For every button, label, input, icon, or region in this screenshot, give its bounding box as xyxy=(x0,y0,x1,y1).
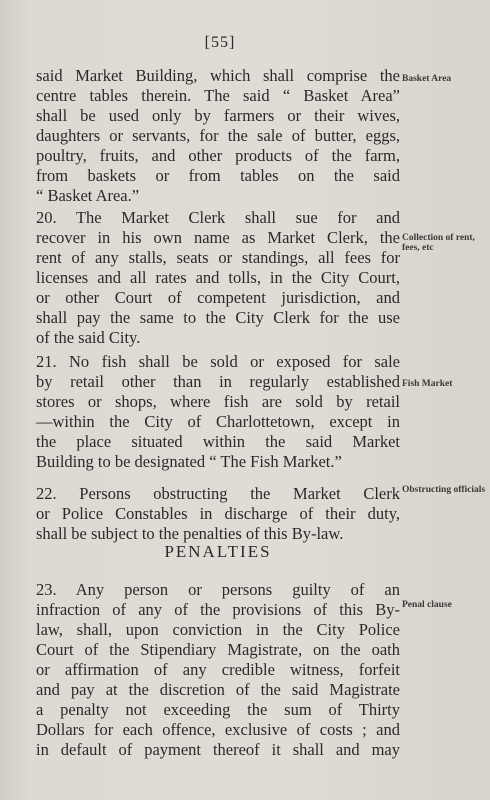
section-heading: PENALTIES xyxy=(164,542,272,561)
text-line: and pay at the discretion of the said Magistrate xyxy=(36,680,400,699)
text-line: from baskets or from tables on the said xyxy=(36,166,400,185)
text-line: poultry, fruits, and other products of the farm, xyxy=(36,146,400,165)
text-line: Building to be designated “ The Fish Market.” xyxy=(36,452,342,471)
text-line: in default of payment thereof it shall and may xyxy=(36,740,400,759)
paragraph-21 xyxy=(36,352,400,472)
text-line: 21. No fish shall be sold or exposed for sale xyxy=(36,352,400,371)
text-line: recover in his own name as Market Clerk, the xyxy=(36,228,400,247)
text-line: Dollars for each offence, exclusive of costs ; and xyxy=(36,720,400,739)
page-number: [55] xyxy=(204,34,236,51)
text-line: Court of the Stipendiary Magistrate, on the oath xyxy=(36,640,400,659)
text-line: rent of any stalls, seats or standings, all fees for xyxy=(36,248,400,267)
paragraph-20 xyxy=(36,208,400,348)
text-line: by retail other than in regularly established xyxy=(36,372,400,391)
text-line: or Police Constables in discharge of their duty, xyxy=(36,504,400,523)
text-line: a penalty not exceeding the sum of Thirty xyxy=(36,700,400,719)
text-line: 23. Any person or persons guilty of an xyxy=(36,580,400,599)
text-line: —within the City of Charlottetown, except in xyxy=(36,412,400,431)
text-line: or other Court of competent jurisdiction, and xyxy=(36,288,400,307)
text-line: daughters or servants, for the sale of butter, eggs, xyxy=(36,126,400,145)
text-line: licenses and all rates and tolls, in the City Court, xyxy=(36,268,400,287)
margin-note-collection: Collection of rent, fees, etc xyxy=(402,233,475,253)
paragraph-basket-area xyxy=(36,66,400,206)
paragraph-22 xyxy=(36,484,400,544)
text-line: or affirmation of any credible witness, forfeit xyxy=(36,660,400,679)
text-line: said Market Building, which shall comprise the xyxy=(36,66,400,85)
text-line: stores or shops, where fish are sold by retail xyxy=(36,392,400,411)
text-line: law, shall, upon conviction in the City Police xyxy=(36,620,400,639)
margin-note-basket-area: Basket Area xyxy=(402,74,452,84)
text-line: the place situated within the said Market xyxy=(36,432,400,451)
margin-note-penal: Penal clause xyxy=(402,600,452,610)
text-line: centre tables therein. The said “ Basket Area” xyxy=(36,86,400,105)
text-line: “ Basket Area.” xyxy=(36,186,140,205)
text-line: shall be used only by farmers or their wives, xyxy=(36,106,400,125)
text-line: shall pay the same to the City Clerk for the use xyxy=(36,308,400,327)
text-line: of the said City. xyxy=(36,328,141,347)
margin-note-obstructing: Obstructing officials xyxy=(402,485,486,495)
text-line: 22. Persons obstructing the Market Clerk xyxy=(36,484,400,503)
text-line: 20. The Market Clerk shall sue for and xyxy=(36,208,400,227)
margin-note-fish-market: Fish Market xyxy=(402,379,453,389)
text-line: infraction of any of the provisions of this By- xyxy=(36,600,400,619)
paragraph-23 xyxy=(36,580,400,760)
text-line: shall be subject to the penalties of this By-law. xyxy=(36,524,344,543)
